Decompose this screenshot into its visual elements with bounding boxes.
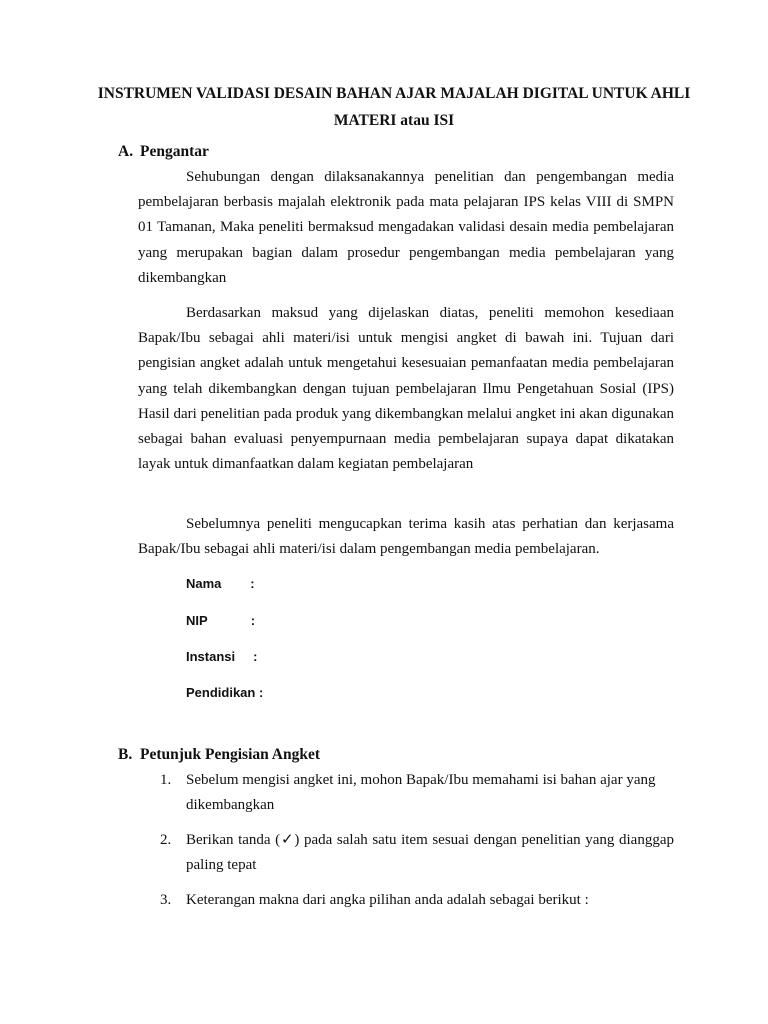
section-a-heading (118, 143, 209, 161)
field-pendidikan: Pendidikan : (186, 685, 264, 700)
instruction-text: Berikan tanda (✓) pada salah satu item sesuai dengan penelitian yang dianggap paling tepat (186, 832, 674, 873)
intro-paragraph-1: Sehubungan dengan dilaksanakannya penelitian dan pengembangan media pembelajaran berbasis majalah elektronik pada mata pelajaran IPS kelas VIII di SMPN 01 Tamanan, Maka peneliti bermaksud mengadakan validasi desain media pembelajaran yang merupakan bagian dalam prosedur pengembangan media pembelajaran yang dikembangkan (138, 169, 674, 286)
instruction-number: 2. (160, 832, 172, 848)
intro-paragraph-2: Berdasarkan maksud yang dijelaskan diatas, peneliti memohon kesediaan Bapak/Ibu sebagai ahli materi/isi untuk mengisi angket di bawah ini. Tujuan dari pengisian angket adalah untuk mengetahui kesesuaian pemanfaatan media pembelajaran yang telah dikembangkan dengan tujuan pembelajaran Ilmu Pengetahuan Sosial (IPS) Hasil dari penelitian pada produk yang dikembangkan melalui angket ini akan digunakan sebagai bahan evaluasi penyempurnaan media pembelajaran supaya dapat dikatakan layak untuk dimanfaatkan dalam kegiatan pembelajaran (138, 305, 674, 473)
section-b-title: Petunjuk Pengisian Angket (140, 746, 321, 763)
document-title (90, 80, 698, 134)
field-instansi: Instansi : (186, 649, 258, 664)
instruction-item (160, 768, 674, 818)
field-nip: NIP : (186, 613, 256, 628)
instruction-item (160, 888, 674, 913)
section-b-letter: B. (118, 746, 133, 763)
field-nama: Nama : (186, 576, 255, 591)
section-a-letter: A. (118, 143, 134, 160)
instruction-text: Keterangan makna dari angka pilihan anda adalah sebagai berikut : (186, 892, 589, 908)
instruction-item (160, 828, 674, 878)
section-b-heading (118, 746, 320, 764)
intro-paragraph-3: Sebelumnya peneliti mengucapkan terima kasih atas perhatian dan kerjasama Bapak/Ibu sebagai ahli materi/isi dalam pengembangan media pembelajaran. (138, 516, 674, 558)
section-a-title: Pengantar (140, 143, 209, 160)
instruction-number: 3. (160, 892, 172, 908)
title-line-1: INSTRUMEN VALIDASI DESAIN BAHAN AJAR MAJALAH DIGITAL UNTUK AHLI (97, 85, 691, 102)
instruction-number: 1. (160, 772, 172, 788)
title-line-2: MATERI atau ISI (333, 112, 455, 129)
instruction-text: Sebelum mengisi angket ini, mohon Bapak/Ibu memahami isi bahan ajar yang dikembangkan (186, 772, 656, 813)
